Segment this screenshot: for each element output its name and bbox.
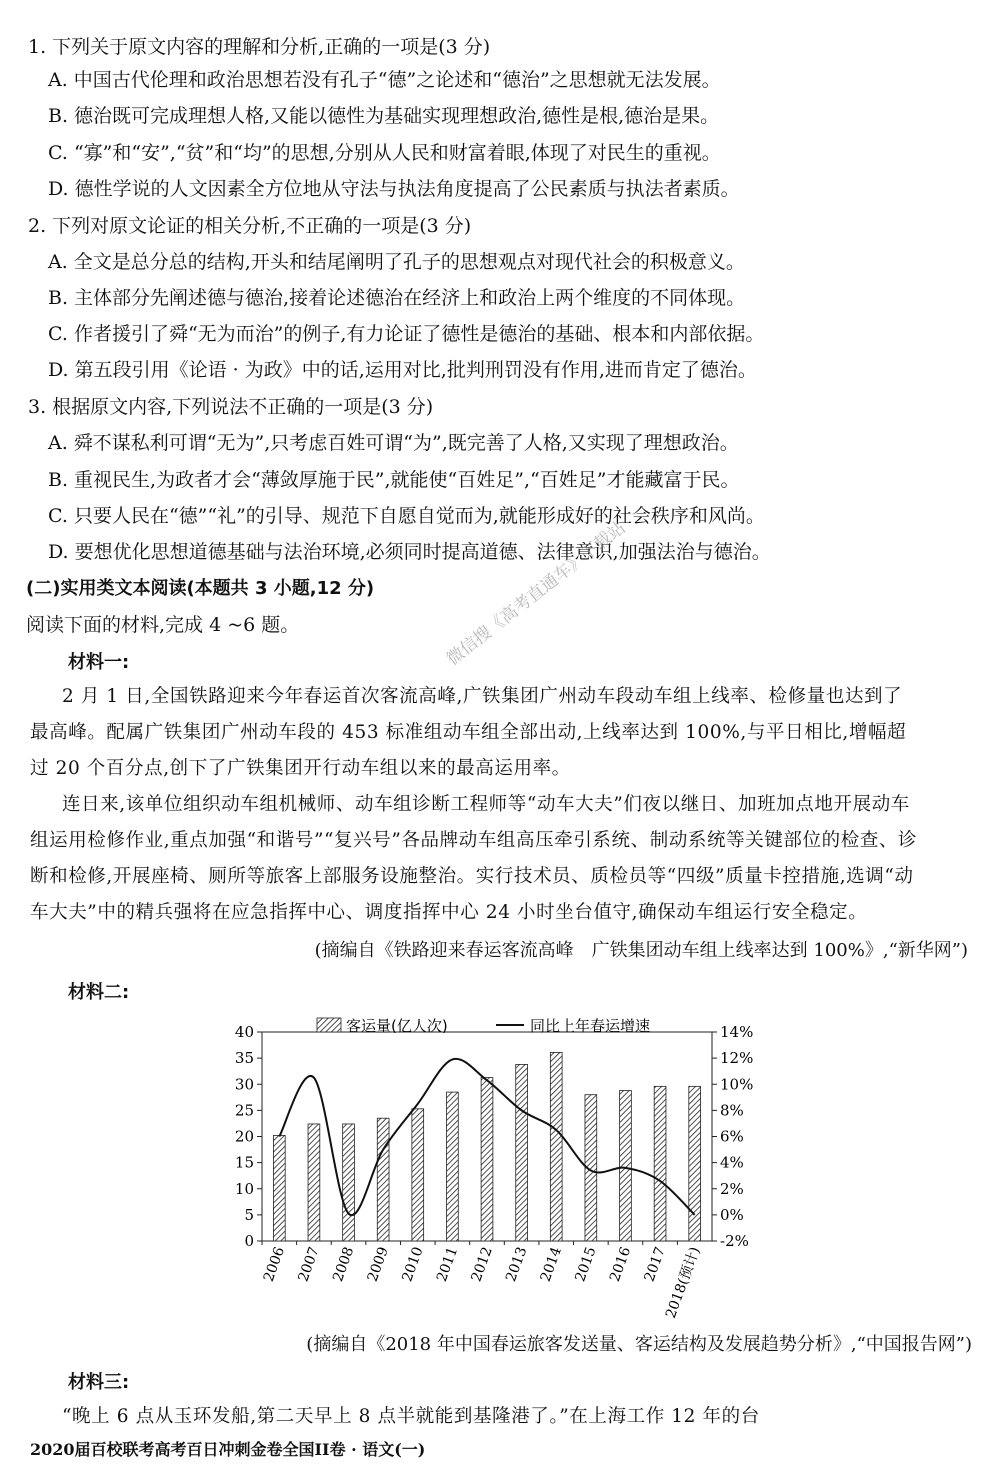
- x-axis-tick-label: 2011: [433, 1244, 462, 1284]
- legend-bar-swatch: [317, 1018, 341, 1032]
- question-2-option-c: C. 作者援引了舜“无为而治”的例子,有力论证了德性是德治的基础、根本和内部依据。: [48, 323, 765, 345]
- question-2-option-a: A. 全文是总分总的结构,开头和结尾阐明了孔子的思想观点对现代社会的积极意义。: [48, 251, 745, 273]
- question-1-option-d: D. 德性学说的人文因素全方位地从守法与执法角度提高了公民素质与执法者素质。: [48, 178, 740, 200]
- material-1-line: 车大夫”中的精兵强将在应急指挥中心、调度指挥中心 24 小时坐台值守,确保动车组运行安全稳定。: [30, 902, 868, 923]
- left-axis-tick-label: 25: [234, 1101, 254, 1120]
- material-1-line: 过 20 个百分点,创下了广铁集团开行动车组以来的最高运用率。: [30, 758, 571, 779]
- question-1-option-c: C. “寡”和“安”,“贫”和“均”的思想,分别从人民和财富着眼,体现了对民生的重视。: [48, 142, 721, 164]
- right-axis-tick-label: 14%: [720, 1023, 754, 1041]
- x-axis-tick-label: 2017: [641, 1244, 669, 1284]
- bar: [654, 1086, 666, 1241]
- x-axis-tick-label: 2014: [537, 1244, 565, 1284]
- material-1-line: 连日来,该单位组织动车组机械师、动车组诊断工程师等“动车大夫”们夜以继日、加班加点地开展动车: [62, 794, 910, 815]
- question-3-option-b: B. 重视民生,为政者才会“薄敛厚施于民”,就能使“百姓足”,“百姓足”才能藏富于民。: [48, 469, 740, 491]
- bar: [377, 1118, 389, 1241]
- x-axis-tick-label: 2007: [295, 1244, 323, 1284]
- bar: [412, 1109, 424, 1241]
- right-axis-tick-label: 4%: [720, 1153, 744, 1172]
- question-1-option-b: B. 德治既可完成理想人格,又能以德性为基础实现理想政治,德性是根,德治是果。: [48, 105, 720, 127]
- left-axis-tick-label: 40: [234, 1023, 254, 1041]
- material-3-label: 材料三:: [68, 1372, 130, 1393]
- material-2-source: (摘编自《2018 年中国春运旅客发送量、客运结构及发展趋势分析》,“中国报告网”): [306, 1334, 972, 1355]
- question-1-stem: 1. 下列关于原文内容的理解和分析,正确的一项是(3 分): [28, 36, 491, 58]
- left-axis-tick-label: 5: [244, 1205, 254, 1224]
- left-axis-tick-label: 15: [234, 1153, 254, 1172]
- bar: [516, 1064, 528, 1241]
- bar: [447, 1092, 459, 1241]
- x-axis-tick-label: 2016: [606, 1244, 635, 1284]
- material-1-line: 组运用检修作业,重点加强“和谐号”“复兴号”各品牌动车组高压牵引系统、制动系统等关键部位的检查、诊: [30, 830, 918, 851]
- bar: [343, 1124, 355, 1241]
- right-axis-tick-label: 2%: [720, 1179, 744, 1198]
- material-2-label: 材料二:: [68, 982, 130, 1003]
- bar: [481, 1077, 493, 1241]
- x-axis-tick-label: 2006: [260, 1244, 289, 1284]
- bar: [308, 1124, 320, 1241]
- material-1-line: 2 月 1 日,全国铁路迎来今年春运首次客流高峰,广铁集团广州动车段动车组上线率、检修量也达到了: [62, 686, 903, 707]
- question-1-option-a: A. 中国古代伦理和政治思想若没有孔子“德”之论述和“德治”之思想就无法发展。: [48, 69, 721, 91]
- x-axis-tick-label: 2015: [572, 1244, 600, 1284]
- material-1-source: (摘编自《铁路迎来春运客流高峰 广铁集团动车组上线率达到 100%》,“新华网”): [314, 940, 968, 961]
- question-3-option-d: D. 要想优化思想道德基础与法治环境,必须同时提高道德、法律意识,加强法治与德治。: [48, 541, 771, 563]
- left-axis-tick-label: 20: [234, 1127, 254, 1146]
- right-axis-tick-label: 10%: [720, 1075, 754, 1094]
- question-3-stem: 3. 根据原文内容,下列说法不正确的一项是(3 分): [28, 396, 434, 418]
- right-axis-tick-label: -2%: [720, 1232, 749, 1250]
- passenger-volume-chart: [200, 1010, 800, 1335]
- left-axis-tick-label: 35: [234, 1049, 254, 1068]
- bar: [620, 1091, 632, 1241]
- section-instruction: 阅读下面的材料,完成 4 ~6 题。: [26, 614, 300, 636]
- material-1-label: 材料一:: [68, 652, 130, 673]
- right-axis-tick-label: 12%: [720, 1049, 754, 1068]
- material-1-line: 断和检修,开展座椅、厕所等旅客上部服务设施整治。实行技术员、质检员等“四级”质量卡控措施,选调“动: [30, 866, 914, 887]
- question-2-stem: 2. 下列对原文论证的相关分析,不正确的一项是(3 分): [28, 215, 472, 237]
- question-3-option-a: A. 舜不谋私利可谓“无为”,只考虑百姓可谓“为”,既完善了人格,又实现了理想政治。: [48, 432, 739, 454]
- question-2-option-d: D. 第五段引用《论语 · 为政》中的话,运用对比,批判刑罚没有作用,进而肯定了德治。: [48, 359, 757, 381]
- right-axis-tick-label: 6%: [720, 1127, 744, 1146]
- x-axis-tick-label: 2008: [330, 1244, 358, 1284]
- question-2-option-b: B. 主体部分先阐述德与德治,接着论述德治在经济上和政治上两个维度的不同体现。: [48, 287, 746, 309]
- left-axis-tick-label: 10: [234, 1179, 254, 1198]
- watermark: 微信搜《高考直通车》下载站: [443, 517, 630, 670]
- x-axis-tick-label: 2018(预计): [662, 1244, 704, 1321]
- legend-line-label: 同比上年春运增速: [530, 1017, 651, 1035]
- material-3-first-line: “晚上 6 点从玉环发船,第二天早上 8 点半就能到基隆港了。”在上海工作 12 年的台: [62, 1406, 760, 1427]
- section-heading: (二)实用类文本阅读(本题共 3 小题,12 分): [26, 578, 375, 599]
- right-axis-tick-label: 0%: [720, 1205, 744, 1224]
- material-1-line: 最高峰。配属广铁集团广州动车段的 453 标准组动车组全部出动,上线率达到 100%,与平日相比,增幅超: [30, 722, 907, 743]
- legend-bar-label: 客运量(亿人次): [346, 1017, 448, 1035]
- x-axis-tick-label: 2013: [503, 1244, 531, 1284]
- bar: [689, 1086, 701, 1241]
- right-axis-tick-label: 8%: [720, 1101, 744, 1120]
- x-axis-tick-label: 2012: [468, 1244, 496, 1284]
- page-footer: 2020届百校联考高考百日冲刺金卷全国II卷 · 语文(一): [30, 1440, 426, 1459]
- bar: [273, 1135, 285, 1241]
- bar: [550, 1052, 562, 1241]
- x-axis-tick-label: 2010: [399, 1244, 427, 1284]
- left-axis-tick-label: 30: [234, 1075, 254, 1094]
- x-axis-tick-label: 2009: [364, 1244, 392, 1284]
- question-3-option-c: C. 只要人民在“德”“礼”的引导、规范下自愿自觉而为,就能形成好的社会秩序和风尚。: [48, 505, 765, 527]
- left-axis-tick-label: 0: [244, 1232, 254, 1250]
